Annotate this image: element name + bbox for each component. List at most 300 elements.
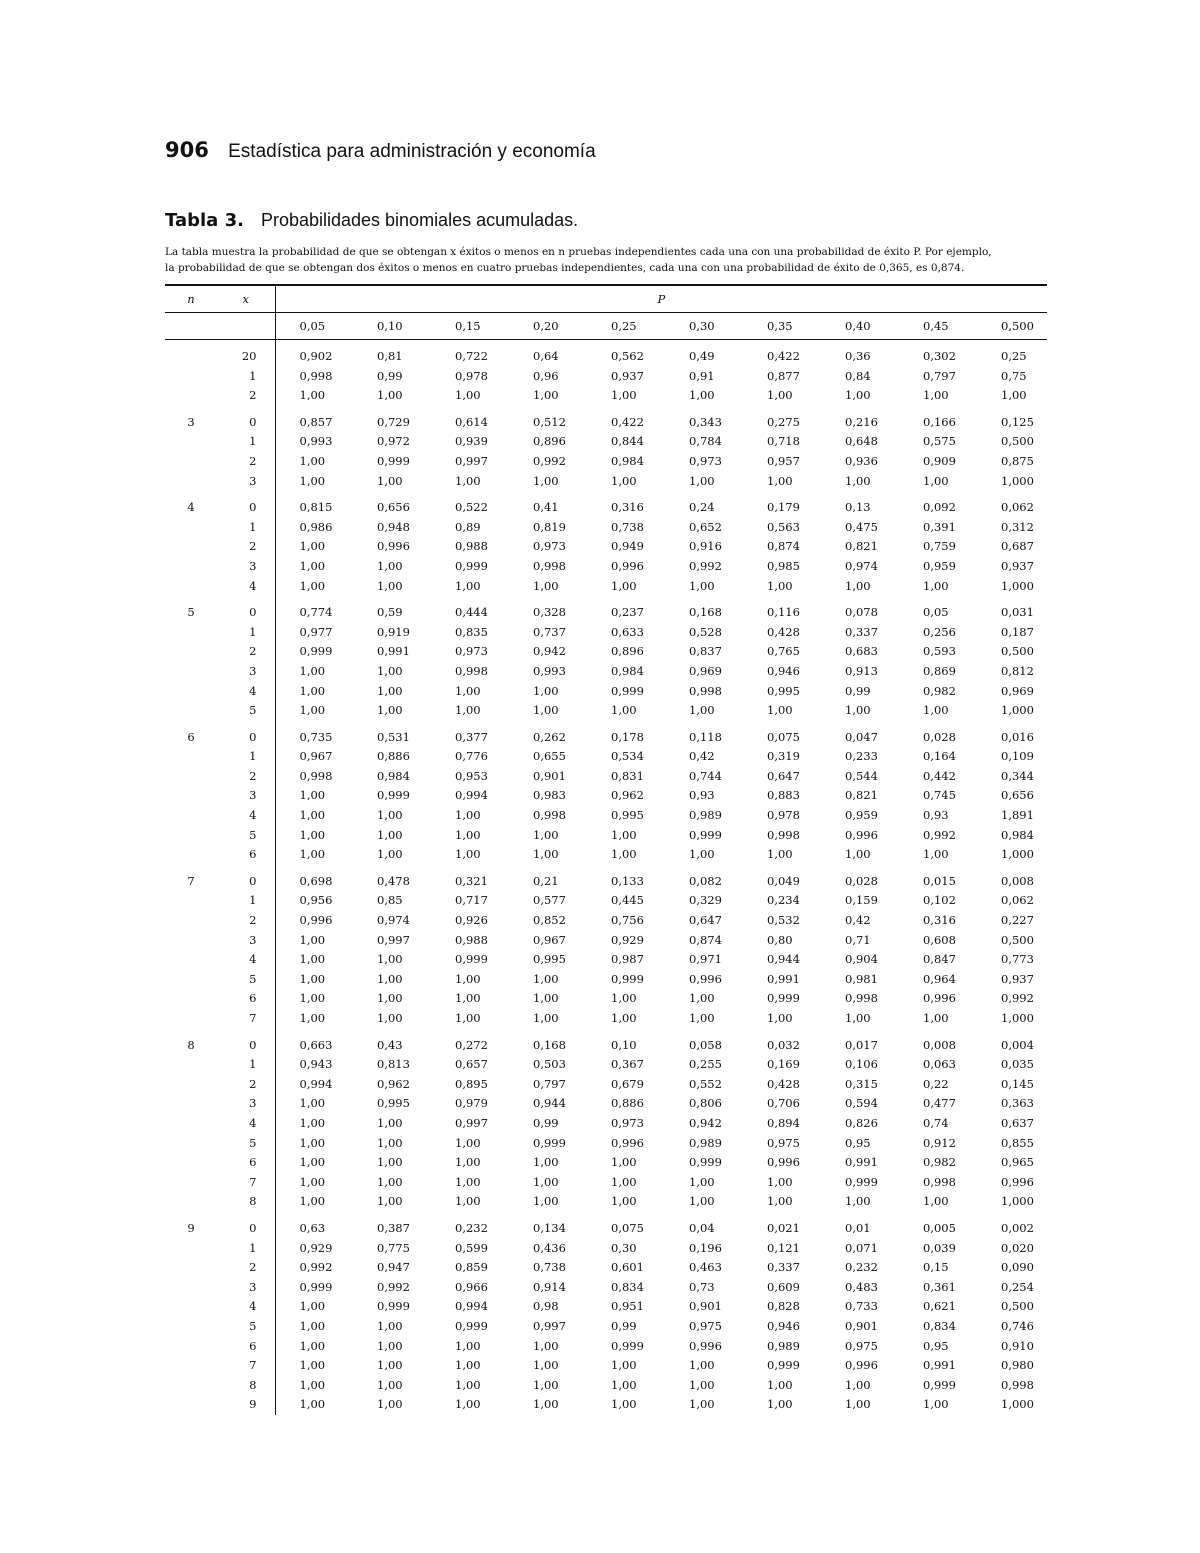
probability-cell: 0,936 <box>845 453 878 468</box>
probability-cell: 0,998 <box>1001 1377 1034 1392</box>
probability-cell: 0,255 <box>689 1057 722 1072</box>
probability-cell: 1,00 <box>689 703 715 718</box>
probability-cell: 0,594 <box>845 1096 878 1111</box>
n-cell <box>165 1192 217 1212</box>
x-cell: 3 <box>217 931 275 951</box>
n-cell: 3 <box>187 414 195 429</box>
table-row <box>165 1297 1047 1317</box>
probability-cell: 0,75 <box>1001 368 1027 383</box>
x-cell: 3 <box>217 557 275 577</box>
probability-cell: 0,59 <box>377 605 403 620</box>
probability-cell: 0,988 <box>455 539 488 554</box>
probability-cell: 0,463 <box>689 1260 722 1275</box>
probability-cell: 0,999 <box>455 558 488 573</box>
probability-cell: 0,984 <box>1001 827 1034 842</box>
probability-cell: 1,00 <box>299 683 326 698</box>
probability-cell: 0,522 <box>455 500 488 515</box>
probability-cell: 1,00 <box>377 663 403 678</box>
table-label: Tabla 3. <box>165 210 244 231</box>
table-row <box>165 1395 1047 1415</box>
probability-cell: 0,937 <box>1001 558 1034 573</box>
probability-cell: 0,500 <box>1001 932 1034 947</box>
probability-cell: 0,031 <box>1001 605 1034 620</box>
x-cell: 0 <box>217 491 275 518</box>
probability-cell: 0,984 <box>611 663 644 678</box>
probability-cell: 1,00 <box>299 1299 326 1314</box>
probability-cell: 1,00 <box>377 971 403 986</box>
probability-cell: 0,992 <box>299 1260 333 1275</box>
probability-cell: 0,95 <box>923 1338 949 1353</box>
probability-cell: 0,916 <box>689 539 722 554</box>
probability-cell: 0,978 <box>767 808 800 823</box>
n-cell <box>165 1055 217 1075</box>
probability-cell: 1,00 <box>455 473 481 488</box>
probability-cell: 0,996 <box>611 1135 644 1150</box>
probability-cell: 1,00 <box>299 663 326 678</box>
probability-cell: 0,169 <box>767 1057 800 1072</box>
probability-cell: 0,187 <box>1001 624 1034 639</box>
probability-cell: 0,973 <box>611 1115 644 1130</box>
table-row <box>165 386 1047 406</box>
probability-cell: 0,118 <box>689 729 722 744</box>
probability-cell: 1,00 <box>533 1358 559 1373</box>
probability-cell: 0,999 <box>611 971 644 986</box>
probability-cell: 0,577 <box>533 893 566 908</box>
probability-cell: 1,00 <box>377 991 403 1006</box>
p-value-header: 0,35 <box>743 313 821 340</box>
probability-cell: 0,957 <box>767 453 800 468</box>
book-title: Estadística para administración y economía <box>228 141 596 162</box>
n-cell <box>165 1009 217 1029</box>
probability-cell: 1,00 <box>299 1011 326 1025</box>
probability-cell: 1,00 <box>689 1011 715 1025</box>
probability-cell: 0,232 <box>845 1260 878 1275</box>
probability-cell: 0,13 <box>845 500 871 515</box>
x-cell: 2 <box>217 452 275 472</box>
probability-cell: 0,43 <box>377 1037 403 1052</box>
n-cell <box>165 1376 217 1396</box>
probability-cell: 1,00 <box>299 578 326 593</box>
probability-cell: 1,00 <box>455 827 481 842</box>
probability-cell: 1,00 <box>299 558 326 573</box>
probability-cell: 0,718 <box>767 434 800 449</box>
probability-cell: 1,00 <box>533 1011 559 1025</box>
probability-cell: 0,015 <box>923 873 956 888</box>
probability-cell: 0,996 <box>611 558 644 573</box>
x-cell: 2 <box>217 537 275 557</box>
probability-cell: 0,980 <box>1001 1358 1034 1373</box>
probability-cell: 1,00 <box>611 1358 637 1373</box>
probability-cell: 0,996 <box>1001 1174 1034 1189</box>
x-cell: 0 <box>217 1029 275 1056</box>
table-row <box>165 1337 1047 1357</box>
probability-cell: 0,819 <box>533 519 566 534</box>
probability-cell: 0,663 <box>299 1037 333 1052</box>
probability-cell: 0,133 <box>611 873 644 888</box>
probability-cell: 0,729 <box>377 414 410 429</box>
probability-cell: 0,329 <box>689 893 722 908</box>
probability-cell: 0,995 <box>377 1096 410 1111</box>
probability-cell: 0,844 <box>611 434 644 449</box>
probability-cell: 1,00 <box>299 1096 326 1111</box>
probability-cell: 0,652 <box>689 519 722 534</box>
probability-cell: 1,00 <box>923 1397 949 1412</box>
probability-cell: 0,049 <box>767 873 800 888</box>
table-row <box>165 891 1047 911</box>
probability-cell: 0,959 <box>923 558 956 573</box>
probability-cell: 0,062 <box>1001 893 1034 908</box>
probability-cell: 1,00 <box>533 1377 559 1392</box>
probability-cell: 1,00 <box>533 578 559 593</box>
n-cell <box>165 806 217 826</box>
x-cell: 9 <box>217 1395 275 1415</box>
probability-cell: 0,428 <box>767 1076 800 1091</box>
probability-cell: 0,959 <box>845 808 878 823</box>
probability-cell: 0,232 <box>455 1220 488 1235</box>
probability-cell: 1,00 <box>767 388 793 403</box>
description-line-1: La tabla muestra la probabilidad de que se obtengan x éxitos o menos en n pruebas independientes cada una con una probabilidad de éxito P. Por ejemplo, <box>165 246 992 258</box>
probability-cell: 1,00 <box>455 703 481 718</box>
probability-cell: 1,00 <box>689 388 715 403</box>
x-cell: 4 <box>217 1114 275 1134</box>
probability-cell: 1,00 <box>455 971 481 986</box>
probability-cell: 1,000 <box>1001 1011 1034 1025</box>
probability-cell: 0,363 <box>1001 1096 1034 1111</box>
probability-cell: 0,500 <box>1001 1299 1034 1314</box>
probability-cell: 0,812 <box>1001 663 1034 678</box>
x-cell: 3 <box>217 472 275 492</box>
x-cell: 4 <box>217 577 275 597</box>
probability-cell: 1,000 <box>1001 847 1034 862</box>
probability-cell: 0,946 <box>767 1318 800 1333</box>
probability-cell: 0,735 <box>299 729 333 744</box>
probability-cell: 0,227 <box>1001 913 1034 928</box>
probability-cell: 0,145 <box>1001 1076 1034 1091</box>
probability-cell: 0,969 <box>689 663 722 678</box>
n-cell <box>165 1258 217 1278</box>
n-cell <box>165 577 217 597</box>
probability-cell: 0,216 <box>845 414 878 429</box>
probability-cell: 0,993 <box>299 434 333 449</box>
probability-cell: 0,028 <box>845 873 878 888</box>
probability-cell: 1,00 <box>299 1377 326 1392</box>
probability-cell: 0,774 <box>299 605 333 620</box>
probability-cell: 0,500 <box>1001 434 1034 449</box>
probability-cell: 0,593 <box>923 644 956 659</box>
probability-cell: 0,969 <box>1001 683 1034 698</box>
probability-cell: 0,444 <box>455 605 488 620</box>
x-cell: 1 <box>217 1055 275 1075</box>
probability-cell: 0,831 <box>611 768 644 783</box>
probability-cell: 0,966 <box>455 1279 488 1294</box>
probability-cell: 0,998 <box>923 1174 956 1189</box>
table-row <box>165 1239 1047 1259</box>
binomial-table <box>165 284 1047 1415</box>
probability-cell: 1,00 <box>299 1115 326 1130</box>
probability-cell: 1,00 <box>611 388 637 403</box>
probability-cell: 0,343 <box>689 414 722 429</box>
probability-cell: 0,500 <box>1001 644 1034 659</box>
table-row <box>165 367 1047 387</box>
probability-cell: 0,275 <box>767 414 800 429</box>
x-cell: 7 <box>217 1173 275 1193</box>
x-cell: 4 <box>217 806 275 826</box>
probability-cell: 1,00 <box>533 388 559 403</box>
n-cell <box>165 1173 217 1193</box>
probability-cell: 0,989 <box>689 808 722 823</box>
probability-cell: 0,744 <box>689 768 722 783</box>
probability-cell: 0,992 <box>923 827 956 842</box>
table-row <box>165 557 1047 577</box>
probability-cell: 0,902 <box>299 349 333 363</box>
probability-cell: 0,998 <box>299 768 333 783</box>
probability-cell: 0,910 <box>1001 1338 1034 1353</box>
probability-cell: 1,00 <box>377 1338 403 1353</box>
n-cell <box>165 1356 217 1376</box>
probability-cell: 1,00 <box>533 703 559 718</box>
probability-cell: 0,164 <box>923 749 956 764</box>
probability-cell: 0,986 <box>299 519 333 534</box>
probability-cell: 0,99 <box>845 683 871 698</box>
table-row <box>165 826 1047 846</box>
probability-cell: 0,847 <box>923 952 956 967</box>
probability-cell: 0,999 <box>611 683 644 698</box>
probability-cell: 0,64 <box>533 349 559 363</box>
probability-cell: 0,477 <box>923 1096 956 1111</box>
n-cell <box>165 845 217 865</box>
probability-cell: 0,475 <box>845 519 878 534</box>
probability-cell: 0,005 <box>923 1220 956 1235</box>
probability-cell: 1,00 <box>689 473 715 488</box>
probability-cell: 0,687 <box>1001 539 1034 554</box>
probability-cell: 0,544 <box>845 768 878 783</box>
probability-cell: 0,256 <box>923 624 956 639</box>
probability-cell: 0,99 <box>377 368 403 383</box>
n-cell <box>165 1239 217 1259</box>
probability-cell: 0,746 <box>1001 1318 1034 1333</box>
n-cell <box>165 1395 217 1415</box>
probability-cell: 0,821 <box>845 539 878 554</box>
probability-cell: 0,939 <box>455 434 488 449</box>
probability-cell: 1,00 <box>299 932 326 947</box>
x-cell: 0 <box>217 865 275 892</box>
probability-cell: 0,996 <box>689 1338 722 1353</box>
n-cell <box>165 1337 217 1357</box>
probability-cell: 0,999 <box>533 1135 566 1150</box>
probability-cell: 0,997 <box>455 1115 488 1130</box>
n-cell: 6 <box>187 729 195 744</box>
probability-cell: 0,999 <box>845 1174 878 1189</box>
probability-cell: 0,621 <box>923 1299 956 1314</box>
probability-cell: 0,008 <box>1001 873 1034 888</box>
probability-cell: 0,608 <box>923 932 956 947</box>
probability-cell: 0,996 <box>689 971 722 986</box>
probability-cell: 0,999 <box>455 1318 488 1333</box>
probability-cell: 0,821 <box>845 788 878 803</box>
probability-cell: 0,80 <box>767 932 793 947</box>
probability-cell: 0,994 <box>299 1076 333 1091</box>
n-cell <box>165 557 217 577</box>
x-cell: 8 <box>217 1192 275 1212</box>
probability-cell: 1,00 <box>611 827 637 842</box>
table-row <box>165 518 1047 538</box>
x-cell: 5 <box>217 701 275 721</box>
probability-cell: 0,039 <box>923 1240 956 1255</box>
probability-cell: 0,857 <box>299 414 333 429</box>
probability-cell: 0,84 <box>845 368 871 383</box>
probability-cell: 1,00 <box>377 473 403 488</box>
probability-cell: 0,73 <box>689 1279 715 1294</box>
probability-cell: 0,975 <box>767 1135 800 1150</box>
probability-cell: 0,657 <box>455 1057 488 1072</box>
probability-cell: 0,166 <box>923 414 956 429</box>
table-row <box>165 1029 1047 1056</box>
probability-cell: 0,835 <box>455 624 488 639</box>
probability-cell: 1,00 <box>845 1194 871 1209</box>
probability-cell: 0,89 <box>455 519 481 534</box>
probability-cell: 1,00 <box>611 1377 637 1392</box>
probability-cell: 0,656 <box>377 500 410 515</box>
probability-cell: 0,99 <box>611 1318 637 1333</box>
probability-cell: 0,992 <box>377 1279 410 1294</box>
probability-cell: 0,999 <box>689 1155 722 1170</box>
probability-cell: 0,981 <box>845 971 878 986</box>
header-x: x <box>217 285 275 313</box>
probability-cell: 1,00 <box>299 1318 326 1333</box>
probability-cell: 0,391 <box>923 519 956 534</box>
probability-cell: 0,528 <box>689 624 722 639</box>
probability-cell: 0,797 <box>533 1076 566 1091</box>
probability-cell: 0,532 <box>767 913 800 928</box>
probability-cell: 1,00 <box>377 1011 403 1025</box>
probability-cell: 0,834 <box>923 1318 956 1333</box>
table-row <box>165 1212 1047 1239</box>
probability-cell: 1,00 <box>377 1377 403 1392</box>
probability-cell: 0,985 <box>767 558 800 573</box>
probability-cell: 0,738 <box>611 519 644 534</box>
probability-cell: 0,951 <box>611 1299 644 1314</box>
probability-cell: 0,999 <box>299 1279 333 1294</box>
n-cell <box>165 623 217 643</box>
probability-cell: 0,71 <box>845 932 871 947</box>
probability-cell: 0,978 <box>455 368 488 383</box>
n-cell: 5 <box>187 605 195 620</box>
probability-cell: 0,896 <box>611 644 644 659</box>
probability-cell: 0,032 <box>767 1037 800 1052</box>
probability-cell: 1,00 <box>377 578 403 593</box>
probability-cell: 0,745 <box>923 788 956 803</box>
n-cell: 7 <box>187 873 195 888</box>
probability-cell: 0,852 <box>533 913 566 928</box>
probability-cell: 0,999 <box>923 1377 956 1392</box>
x-cell: 6 <box>217 1337 275 1357</box>
probability-cell: 0,01 <box>845 1220 871 1235</box>
probability-cell: 0,93 <box>923 808 949 823</box>
probability-cell: 0,776 <box>455 749 488 764</box>
probability-cell: 0,999 <box>455 952 488 967</box>
probability-cell: 0,909 <box>923 453 956 468</box>
n-cell <box>165 642 217 662</box>
probability-cell: 0,962 <box>377 1076 410 1091</box>
probability-cell: 1,000 <box>1001 1194 1034 1209</box>
n-cell <box>165 701 217 721</box>
table-row <box>165 970 1047 990</box>
probability-cell: 0,361 <box>923 1279 956 1294</box>
probability-cell: 0,05 <box>923 605 949 620</box>
probability-cell: 1,00 <box>923 388 949 403</box>
probability-cell: 0,078 <box>845 605 878 620</box>
probability-cell: 1,00 <box>767 1011 793 1025</box>
probability-cell: 0,609 <box>767 1279 800 1294</box>
probability-cell: 0,316 <box>923 913 956 928</box>
probability-cell: 1,00 <box>533 1338 559 1353</box>
probability-cell: 1,000 <box>1001 473 1034 488</box>
table-body <box>165 340 1047 1415</box>
probability-cell: 1,00 <box>299 1397 326 1412</box>
probability-cell: 1,00 <box>377 808 403 823</box>
probability-cell: 0,42 <box>845 913 871 928</box>
probability-cell: 1,00 <box>611 1194 637 1209</box>
n-cell <box>165 472 217 492</box>
probability-cell: 0,989 <box>689 1135 722 1150</box>
probability-cell: 0,999 <box>767 1358 800 1373</box>
n-cell <box>165 911 217 931</box>
probability-cell: 0,337 <box>845 624 878 639</box>
probability-cell: 1,00 <box>455 1011 481 1025</box>
probability-cell: 1,00 <box>455 1174 481 1189</box>
n-cell <box>165 432 217 452</box>
probability-cell: 0,991 <box>845 1155 878 1170</box>
probability-cell: 1,00 <box>611 1011 637 1025</box>
probability-cell: 1,00 <box>767 578 793 593</box>
table-row <box>165 721 1047 748</box>
probability-cell: 0,344 <box>1001 768 1034 783</box>
x-cell: 3 <box>217 1094 275 1114</box>
table-row <box>165 701 1047 721</box>
probability-cell: 1,00 <box>923 1194 949 1209</box>
probability-cell: 1,000 <box>1001 1397 1034 1412</box>
p-value-header: 0,30 <box>665 313 743 340</box>
x-cell: 2 <box>217 911 275 931</box>
n-cell <box>165 989 217 1009</box>
probability-cell: 0,316 <box>611 500 644 515</box>
probability-cell: 0,967 <box>533 932 566 947</box>
x-cell: 5 <box>217 1317 275 1337</box>
probability-cell: 0,237 <box>611 605 644 620</box>
table-row <box>165 623 1047 643</box>
probability-cell: 1,00 <box>377 1358 403 1373</box>
probability-cell: 0,21 <box>533 873 559 888</box>
blank-cell <box>165 313 217 340</box>
probability-cell: 1,891 <box>1001 808 1034 823</box>
probability-cell: 0,874 <box>689 932 722 947</box>
probability-cell: 1,00 <box>377 1174 403 1189</box>
probability-cell: 1,00 <box>299 703 326 718</box>
probability-cell: 1,00 <box>1001 388 1027 403</box>
table-row <box>165 642 1047 662</box>
probability-cell: 0,999 <box>767 991 800 1006</box>
n-cell <box>165 367 217 387</box>
probability-cell: 0,988 <box>455 932 488 947</box>
probability-cell: 1,00 <box>611 1397 637 1412</box>
probability-cell: 1,00 <box>611 1155 637 1170</box>
probability-cell: 0,997 <box>533 1318 566 1333</box>
probability-cell: 0,575 <box>923 434 956 449</box>
probability-cell: 0,869 <box>923 663 956 678</box>
table-row <box>165 786 1047 806</box>
x-cell: 0 <box>217 596 275 623</box>
probability-cell: 0,996 <box>845 1358 878 1373</box>
